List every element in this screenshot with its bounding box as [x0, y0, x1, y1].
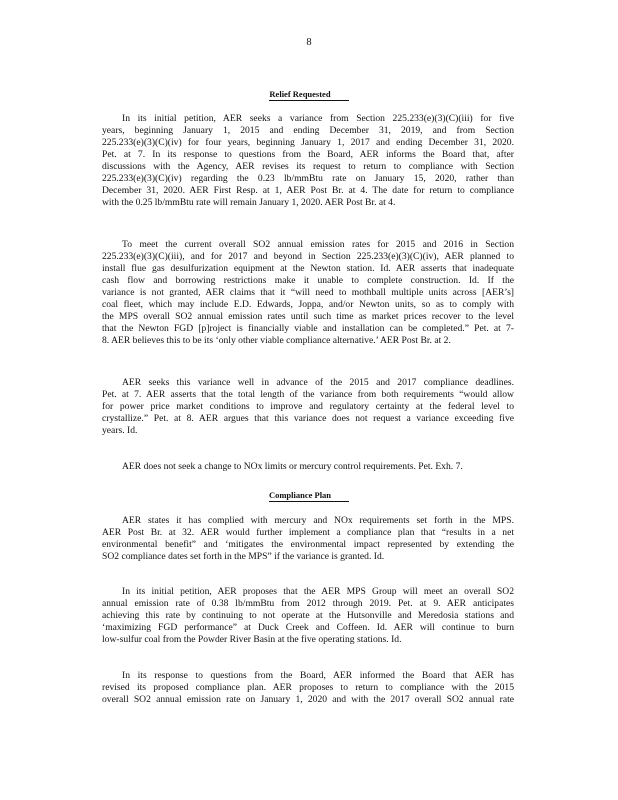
text-line: 8. AER believes this to be its ‘only other viable compliance alternative.’ AER Post Br. at 2. [102, 335, 451, 347]
heading-relief-requested [0, 89, 618, 101]
paragraph-nox-mercury [102, 461, 514, 473]
text-line: discussions with the Agency, AER revises its request to return to compliance with Section [102, 161, 514, 173]
paragraph-initial-proposal [102, 586, 514, 646]
text-line: years. Id. [102, 425, 138, 437]
text-line: SO2 compliance dates set forth in the MPS” if the variance is granted. Id. [102, 551, 385, 563]
text-line: 225.233(e)(3)(C)(iii), and for 2017 and beyond in Section 225.233(e)(3)(C)(iv), AER planned to [102, 251, 514, 263]
text-line: variance is not granted, AER claims that it “will need to mothball multiple units across [AER’s] [102, 287, 514, 299]
text-line: achieving this rate by continuing to not operate at the Hutsonville and Meredosia stations and [102, 610, 514, 622]
paragraph-compliance-statement [102, 515, 514, 563]
text-line: with the 0.25 lb/mmBtu rate will remain January 1, 2020. AER Post Br. at 4. [102, 197, 396, 209]
text-line: AER does not seek a change to NOx limits or mercury control requirements. Pet. Exh. 7. [122, 461, 463, 472]
text-line: revised its proposed compliance plan. AER proposes to return to compliance with the 2015 [102, 682, 514, 694]
text-line: install flue gas desulfurization equipment at the Newton station. Id. AER asserts that inadequate [102, 263, 514, 275]
text-line: December 31, 2020. AER First Resp. at 1, AER Post Br. at 4. The date for return to compliance [102, 185, 514, 197]
text-line: AER states it has complied with mercury and NOx requirements set forth in the MPS. [122, 515, 514, 526]
text-line: for power price market conditions to improve and regulatory certainty at the federal level to [102, 401, 514, 413]
text-line: In its response to questions from the Board, AER informed the Board that AER has [122, 670, 514, 681]
text-line: In its initial petition, AER proposes that the AER MPS Group will meet an overall SO2 [122, 586, 514, 597]
paragraph-revised-plan [102, 670, 514, 706]
text-line: cash flow and borrowing restrictions make it unable to complete construction. Id. If the [102, 275, 514, 287]
text-line: that the Newton FGD [p]roject is financially viable and installation can be completed.” Pet. at 7- [102, 323, 514, 335]
text-line: annual emission rate of 0.38 lb/mmBtu from 2012 through 2019. Pet. at 9. AER anticipates [102, 598, 514, 610]
text-line: AER Post Br. at 32. AER would further implement a compliance plan that “results in a net [102, 527, 514, 539]
text-line: To meet the current overall SO2 annual emission rates for 2015 and 2016 in Section [122, 239, 514, 250]
text-line: environmental benefit” and ‘mitigates the environmental impact represented by extending the [102, 539, 514, 551]
paragraph-emission-rates [102, 239, 514, 347]
text-line: ‘maximizing FGD performance” at Duck Creek and Coffeen. Id. AER will continue to burn [102, 622, 514, 634]
page-number: 8 [306, 37, 312, 48]
heading-compliance-plan-text: Compliance Plan [269, 490, 349, 502]
text-line: AER seeks this variance well in advance of the 2015 and 2017 compliance deadlines. [122, 377, 514, 388]
heading-compliance-plan [0, 490, 618, 502]
text-line: years, beginning January 1, 2015 and ending December 31, 2019, and from Section [102, 125, 514, 137]
heading-relief-requested-text: Relief Requested [269, 89, 348, 101]
text-line: In its initial petition, AER seeks a variance from Section 225.233(e)(3)(C)(iii) for five [122, 113, 514, 124]
text-line: coal fleet, which may include E.D. Edwards, Joppa, and/or Newton units, so as to comply with [102, 299, 514, 311]
paragraph-advance-request [102, 377, 514, 437]
text-line: 225.233(e)(3)(C)(iv) regarding the 0.23 lb/mmBtu rate on January 15, 2020, rather than [102, 173, 514, 185]
paragraph-variance-request [102, 113, 514, 209]
text-line: the MPS overall SO2 annual emission rates until such time as market prices recover to the level [102, 311, 514, 323]
text-line: crystallize.” Pet. at 8. AER argues that this variance does not request a variance exceeding five [102, 413, 514, 425]
text-line: 225.233(e)(3)(C)(iv) for four years, beginning January 1, 2017 and ending December 31, 2020. [102, 137, 514, 149]
text-line: Pet. at 7. AER asserts that the total length of the variance from both requirements “would allow [102, 389, 514, 401]
text-line: overall SO2 annual emission rate on January 1, 2020 and with the 2017 overall SO2 annual rate [102, 694, 514, 706]
text-line: Pet. at 7. In its response to questions from the Board, AER informs the Board that, after [102, 149, 514, 161]
text-line: low-sulfur coal from the Powder River Basin at the five operating stations. Id. [102, 634, 402, 646]
